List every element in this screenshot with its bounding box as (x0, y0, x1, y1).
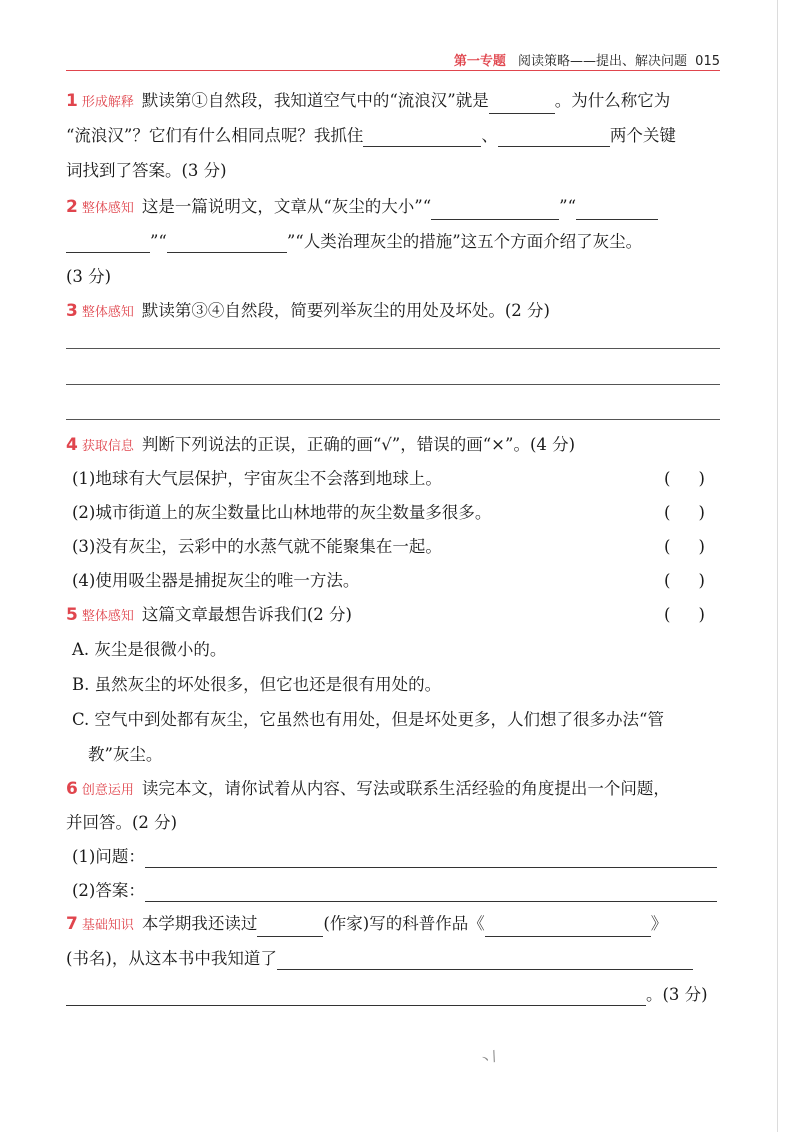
q4-item-4: (4)使用吸尘器是捕捉灰尘的唯一方法。 (72, 571, 360, 590)
q1-text-2: “流浪汉”？它们有什么相同点呢？我抓住 (66, 126, 364, 145)
q1-line-1 (66, 90, 670, 114)
q3-answer-line-3[interactable] (66, 419, 720, 420)
q7-text-1b: (作家)写的科普作品《 (323, 914, 485, 933)
q6-answer-row (72, 880, 717, 902)
q6-line-1 (66, 778, 670, 802)
q4-line-1 (66, 434, 575, 458)
q2-text-2a: ”“ (150, 232, 167, 251)
page-edge (777, 0, 778, 1132)
header-topic: 第一专题 (453, 54, 506, 69)
q4-answer-box-2[interactable] (664, 502, 705, 524)
q3-text-1: 默读第③④自然段，简要列举灰尘的用处及坏处。(2 分) (141, 301, 550, 320)
q5-tag: 整体感知 (81, 609, 134, 624)
q2-line-3: (3 分) (66, 267, 112, 286)
paren-open: ( (664, 571, 671, 590)
q2-line-1 (66, 196, 658, 220)
q5-line-1 (66, 604, 352, 628)
q6-answer-label: (2)答案： (72, 881, 145, 900)
q1-line-2 (66, 125, 676, 147)
q1-tag: 形成解释 (81, 95, 134, 110)
q6-question-field[interactable] (145, 849, 717, 868)
running-header (454, 50, 720, 69)
paren-open: ( (664, 503, 671, 522)
q7-tag: 基础知识 (81, 918, 134, 933)
q4-answer-box-3[interactable] (664, 536, 705, 558)
q6-line-2: 并回答。(2 分) (66, 813, 178, 832)
q6-number: 6 (66, 779, 78, 799)
q5-number: 5 (66, 605, 78, 625)
q3-answer-line-1[interactable] (66, 348, 720, 349)
q2-line-2 (66, 231, 642, 253)
q2-blank-2b[interactable] (66, 234, 150, 253)
q1-blank-2[interactable] (363, 128, 481, 147)
q6-answer-field[interactable] (145, 883, 717, 902)
q7-text-1a: 本学期我还读过 (141, 914, 258, 933)
q2-blank-2a[interactable] (576, 201, 658, 220)
page-number: 015 (695, 54, 720, 69)
q7-text-3: 。(3 分) (646, 985, 708, 1004)
pen-mark: ヽ/ (476, 1048, 500, 1070)
q3-answer-line-2[interactable] (66, 384, 720, 385)
q5-option-c-line-2: 教”灰尘。 (88, 745, 163, 764)
paren-close: ) (698, 469, 705, 488)
q4-item-2: (2)城市街道上的灰尘数量比山林地带的灰尘数量多很多。 (72, 503, 492, 522)
paren-close: ) (698, 537, 705, 556)
q7-book-field[interactable] (485, 918, 651, 937)
paren-open: ( (664, 605, 671, 624)
q2-blank-1[interactable] (431, 201, 559, 220)
q4-answer-box-1[interactable] (664, 468, 705, 490)
q5-answer-box[interactable] (664, 604, 705, 626)
q4-answer-box-4[interactable] (664, 570, 705, 592)
q2-text-1: 这是一篇说明文，文章从“灰尘的大小”“ (141, 197, 432, 216)
q1-blank-1[interactable] (489, 95, 555, 114)
q7-line-3 (66, 984, 708, 1006)
q4-number: 4 (66, 435, 78, 455)
q4-item-1: (1)地球有大气层保护，宇宙灰尘不会落到地球上。 (72, 469, 442, 488)
q7-author-field[interactable] (257, 918, 323, 937)
q5-option-a: A. 灰尘是很微小的。 (72, 640, 227, 659)
q7-line-1 (66, 913, 667, 937)
q3-tag: 整体感知 (81, 305, 134, 320)
paren-close: ) (698, 605, 705, 624)
q2-text-2b: ”“人类治理灰尘的措施”这五个方面介绍了灰尘。 (286, 232, 643, 251)
header-rule (66, 70, 720, 71)
q4-tag: 获取信息 (81, 439, 134, 454)
q5-option-b: B. 虽然灰尘的坏处很多，但它也还是很有用处的。 (72, 675, 442, 694)
q1-line-3: 词找到了答案。(3 分) (66, 161, 227, 180)
q2-text-1b: ”“ (559, 197, 577, 216)
q1-text-1: 默读第①自然段，我知道空气中的“流浪汉”就是 (141, 91, 489, 110)
q7-learned-field-1[interactable] (277, 951, 693, 970)
q7-learned-field-2[interactable] (66, 987, 646, 1006)
paren-open: ( (664, 537, 671, 556)
q6-text-1: 读完本文，请你试着从内容、写法或联系生活经验的角度提出一个问题， (141, 779, 670, 798)
q1-number: 1 (66, 91, 78, 111)
paren-close: ) (698, 571, 705, 590)
q2-number: 2 (66, 197, 78, 217)
q7-text-2: (书名)，从这本书中我知道了 (66, 949, 277, 968)
q7-text-1c: 》 (650, 914, 668, 933)
q2-blank-3[interactable] (167, 234, 287, 253)
q3-number: 3 (66, 301, 78, 321)
q5-option-c-line-1: C. 空气中到处都有灰尘，它虽然也有用处，但是坏处更多，人们想了很多办法“管 (72, 710, 664, 729)
q1-blank-3[interactable] (498, 128, 610, 147)
q6-question-label: (1)问题： (72, 847, 145, 866)
q4-item-3: (3)没有灰尘，云彩中的水蒸气就不能聚集在一起。 (72, 537, 442, 556)
q2-tag: 整体感知 (81, 201, 134, 216)
q5-text-1: 这篇文章最想告诉我们(2 分) (141, 605, 352, 624)
q6-tag: 创意运用 (81, 783, 134, 798)
header-title: 阅读策略——提出、解决问题 (518, 54, 688, 69)
q1-text-2c: 两个关键 (609, 126, 676, 145)
q1-text-1b: 。为什么称它为 (554, 91, 671, 110)
q6-question-row (72, 846, 717, 868)
paren-open: ( (664, 469, 671, 488)
q7-number: 7 (66, 914, 78, 934)
q7-line-2 (66, 948, 693, 970)
q4-text-1: 判断下列说法的正误，正确的画“√”，错误的画“×”。(4 分) (141, 435, 576, 454)
q3-line-1 (66, 300, 550, 324)
paren-close: ) (698, 503, 705, 522)
q1-text-2b: 、 (481, 126, 498, 145)
